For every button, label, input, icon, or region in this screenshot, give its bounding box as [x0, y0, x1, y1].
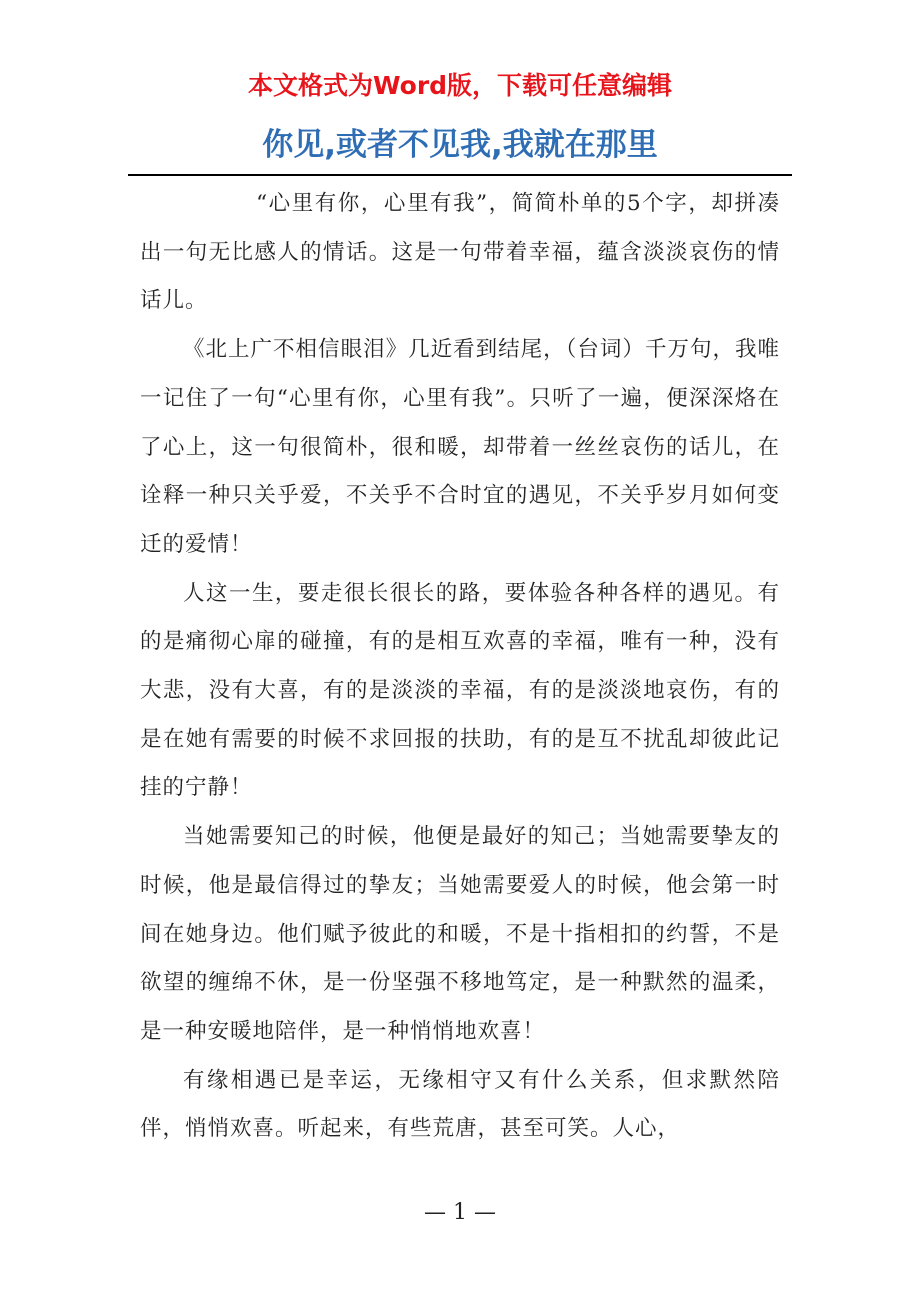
title-divider	[128, 174, 792, 176]
paragraph: 人这一生，要走很长很长的路，要体验各种各样的遇见。有的是痛彻心扉的碰撞，有的是相互欢喜的幸福，唯有一种，没有大悲，没有大喜，有的是淡淡的幸福，有的是淡淡地哀伤，有的是在她有需要的时候不求回报的扶助，有的是互不扰乱却彼此记挂的宁静！	[140, 580, 780, 801]
paragraph: 当她需要知己的时候，他便是最好的知己；当她需要挚友的时候，他是最信得过的挚友；当她需要爱人的时候，他会第一时间在她身边。他们赋予彼此的和暖，不是十指相扣的约誓，不是欲望的缠绵不休，是一份坚强不移地笃定，是一种默然的温柔，是一种安暖地陪伴，是一种悄悄地欢喜！	[140, 824, 780, 1044]
document-title: 你见,或者不见我,我就在那里	[262, 127, 658, 163]
download-banner: 本文格式为Word版，下载可任意编辑	[247, 71, 673, 100]
paragraph: 有缘相遇已是幸运，无缘相守又有什么关系，但求默然陪伴，悄悄欢喜。听起来，有些荒唐，甚至可笑。人心，	[140, 1067, 780, 1142]
document-body	[140, 180, 780, 1154]
paragraph: 《北上广不相信眼泪》几近看到结尾，（台词）千万句，我唯一记住了一句“心里有你，心里有我”。只听了一遍，便深深烙在了心上，这一句很简朴，很和暖，却带着一丝丝哀伤的话儿，在诠释一种只关乎爱，不关乎不合时宜的遇见，不关乎岁月如何变迁的爱情！	[140, 337, 780, 557]
paragraph: “心里有你，心里有我”，简简朴单的5个字，却拼凑出一句无比感人的情话。这是一句带着幸福，蕴含淡淡哀伤的情话儿。	[140, 191, 780, 314]
page-number: — 1 —	[424, 1200, 496, 1225]
